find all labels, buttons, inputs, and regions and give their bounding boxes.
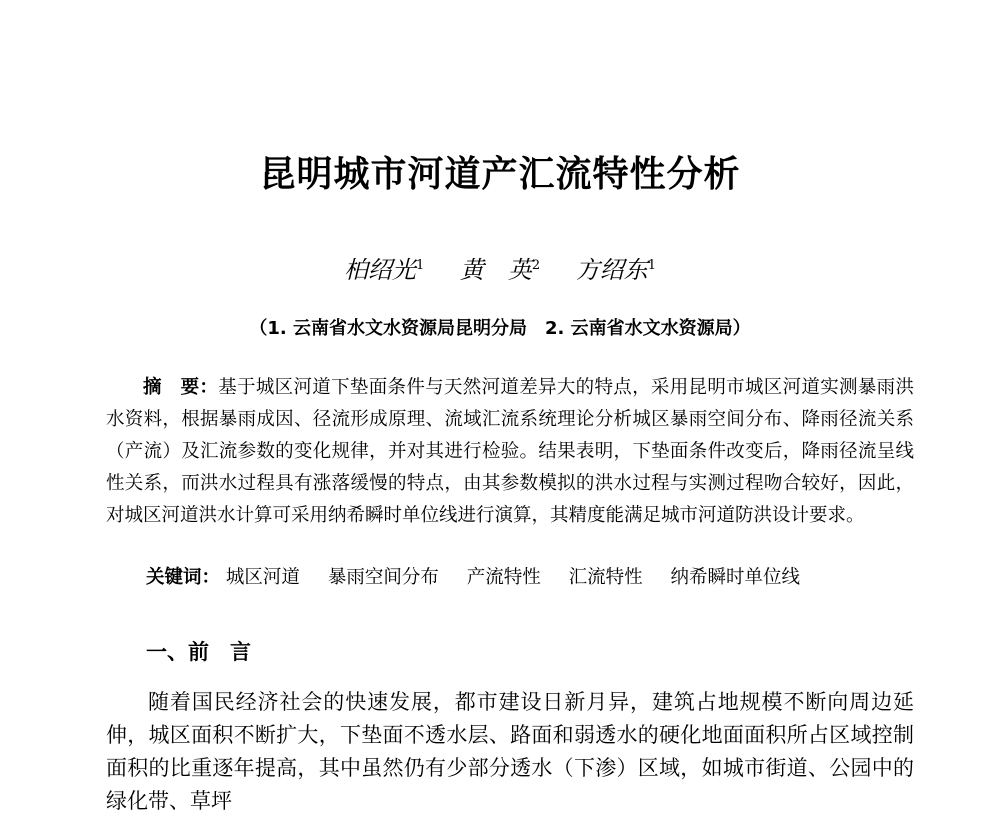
author-name: 方绍东 — [575, 256, 648, 284]
author-list — [0, 250, 1000, 285]
author-affiliation-mark: 1 — [415, 258, 425, 273]
keyword: 汇流特性 — [568, 567, 643, 588]
keywords — [146, 563, 916, 593]
author-1 — [344, 250, 424, 285]
author-name: 柏绍光 — [343, 256, 416, 284]
author-2 — [460, 250, 540, 285]
keyword: 暴雨空间分布 — [327, 567, 439, 588]
keyword: 城区河道 — [225, 567, 300, 588]
section-heading: 一、前 言 — [146, 640, 251, 664]
author-name: 黄 英 — [459, 256, 532, 284]
abstract-label: 摘 要： — [143, 377, 219, 398]
keywords-label: 关键词： — [146, 567, 221, 588]
affiliations: （1. 云南省水文水资源局昆明分局 2. 云南省水文水资源局） — [249, 318, 751, 339]
abstract — [106, 372, 914, 532]
author-affiliation-mark: 2 — [531, 258, 541, 273]
author-3 — [576, 250, 656, 285]
body-paragraph: 随着国民经济社会的快速发展，都市建设日新月异，建筑占地规模不断向周边延伸，城区面积不断扩大，下垫面不透水层、路面和弱透水的硬化地面面积所占区域控制面积的比重逐年提高，其中虽然仍有少部分透水（下渗）区域，如城市街道、公园中的绿化带、草坪 — [106, 690, 914, 813]
paper-title: 昆明城市河道产汇流特性分析 — [259, 153, 741, 195]
keyword: 纳希瞬时单位线 — [670, 567, 801, 588]
author-affiliation-mark: 1 — [647, 258, 657, 273]
keyword: 产流特性 — [466, 567, 541, 588]
abstract-text: 基于城区河道下垫面条件与天然河道差异大的特点，采用昆明市城区河道实测暴雨洪水资料，根据暴雨成因、径流形成原理、流域汇流系统理论分析城区暴雨空间分布、降雨径流关系（产流）及汇流参数的变化规律，并对其进行检验。结果表明，下垫面条件改变后，降雨径流呈线性关系，而洪水过程具有涨落缓慢的特点，由其参数模拟的洪水过程与实测过程吻合较好，因此，对城区河道洪水计算可采用纳希瞬时单位线进行演算，其精度能满足城市河道防洪设计要求。 — [106, 377, 914, 526]
